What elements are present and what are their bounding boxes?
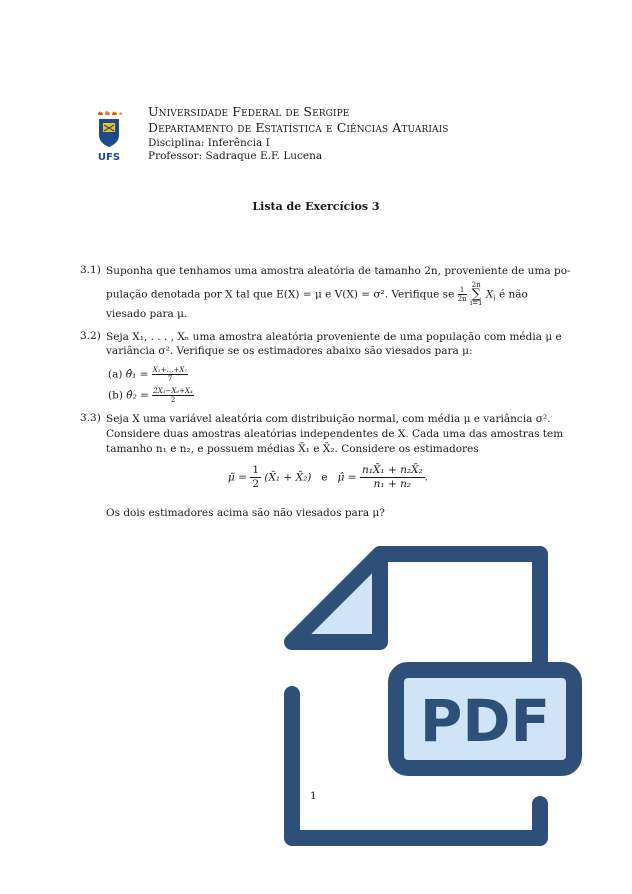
mu-tilde: μ̃ = xyxy=(228,471,247,484)
ufs-logo xyxy=(94,107,124,163)
exercise-3-3-line2: Considere duas amostras aleatórias independentes de X. Cada uma das amostras tem xyxy=(106,428,564,440)
exercise-3-1-line3: viesado para μ. xyxy=(106,308,188,320)
exercise-3-1-text-a: pulação denotada por X tal que E(X) = μ e V(X) = σ². Verifique se xyxy=(106,288,455,301)
fraction-b: $\frac{\text{2X₁−X₆+X₄}}{2}$ xyxy=(153,387,193,404)
university-name: Universidade Federal de Sergipe xyxy=(148,104,350,119)
exercise-3-2-line2: variância σ². Verifique se os estimadores abaixo são viesados para μ: xyxy=(106,345,473,357)
page-number: 1 xyxy=(310,790,317,802)
exercise-3-1-text-c: é não xyxy=(498,288,528,301)
exercise-number: 3.2) xyxy=(80,330,101,342)
pdf-label: PDF xyxy=(419,687,551,755)
fraction-a: $\frac{\text{X₁+…+X₇}}{7}$ xyxy=(152,366,188,383)
exercise-3-1-line1: Suponha que tenhamos uma amostra aleatória de tamanho 2n, proveniente de uma po- xyxy=(106,265,571,277)
item-a xyxy=(108,366,188,383)
exercise-3-1-line2: pulação denotada por X tal que E(X) = μ e V(X) = σ². Verifique se $\frac{1}{2n}$ 2n ∑ i=1 $X_i$ é não xyxy=(106,281,528,307)
x-i: X xyxy=(485,288,494,301)
exercise-number: 3.3) xyxy=(80,412,101,424)
one-half: $\frac{1}{2}$ xyxy=(252,464,259,490)
department-name: Departamento de Estatística e Ciências Atuariais xyxy=(148,120,449,135)
professor: Professor: Sadraque E.F. Lucena xyxy=(148,150,323,162)
pdf-file-icon xyxy=(282,538,582,850)
weighted-mean: $\frac{\text{n₁X̄₁ + n₂X̄₂}}{\text{n₁ + n₂}}$ xyxy=(361,464,423,490)
item-label: (b) xyxy=(108,389,123,402)
estimators-formula: μ̃ = $\frac{1}{2}$ (X̄₁ + X̄₂) e μ̂ = $\frac{\text{n₁X̄₁ + n₂X̄₂}}{\text{n₁ + n₂}}$ . xyxy=(228,464,429,490)
logo-text: UFS xyxy=(97,152,121,163)
mu-hat: μ̂ = xyxy=(337,471,357,484)
separator: e xyxy=(321,471,328,484)
theta-1: θ̂₁ = xyxy=(125,368,149,381)
item-label: (a) xyxy=(108,368,123,381)
exercise-3-2-line1: Seja X₁, . . . , Xₙ uma amostra aleatória proveniente de uma população com média μ e xyxy=(106,331,562,343)
exercise-number: 3.1) xyxy=(80,264,101,276)
item-b xyxy=(108,387,194,404)
discipline: Disciplina: Inferência I xyxy=(148,137,270,149)
exercise-3-3-question: Os dois estimadores acima são não viesados para μ? xyxy=(106,507,385,519)
exercise-3-3-line1: Seja X uma variável aleatória com distribuição normal, com média μ e variância σ². xyxy=(106,413,551,425)
page-title: Lista de Exercícios 3 xyxy=(252,200,380,213)
mean-sum: (X̄₁ + X̄₂) xyxy=(264,471,312,484)
theta-2: θ̂₂ = xyxy=(126,389,149,402)
one-over-2n: $\frac{1}{2n}$ xyxy=(457,286,467,303)
exercise-3-3-line3: tamanho n₁ e n₂, e possuem médias X̄₁ e X̄₂. Considere os estimadores xyxy=(106,443,479,455)
sum-symbol: 2n ∑ i=1 xyxy=(469,281,483,307)
